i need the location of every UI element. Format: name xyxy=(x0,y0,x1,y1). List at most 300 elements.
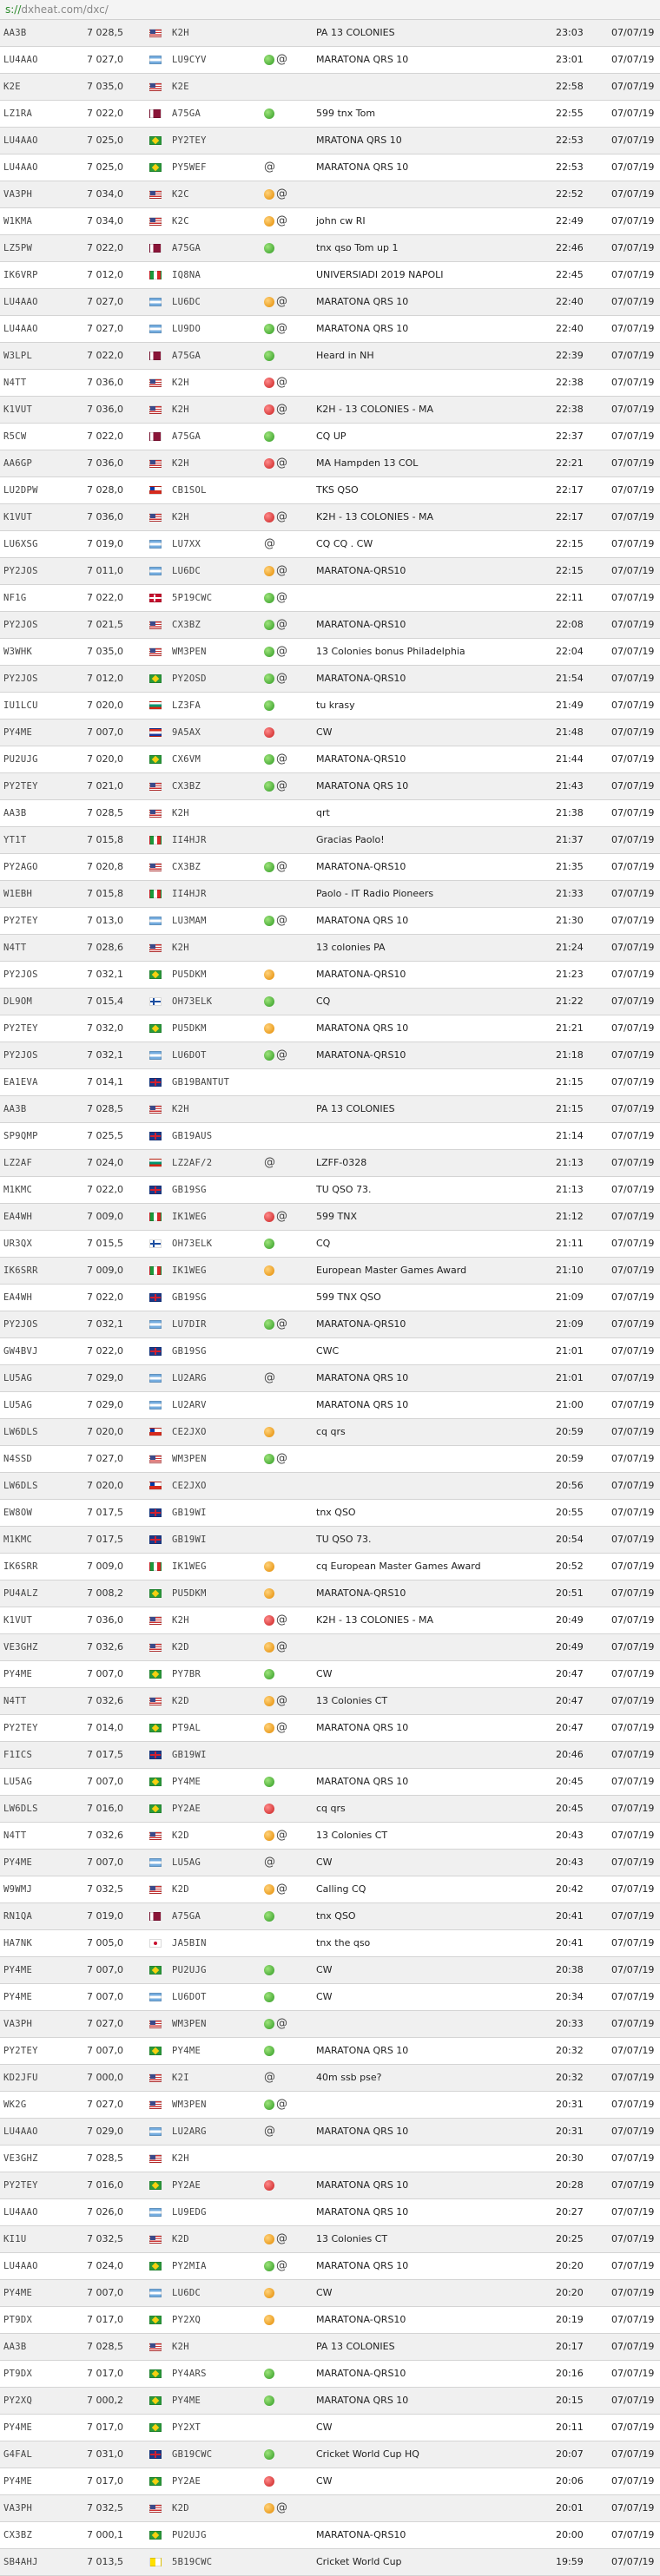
spot-row[interactable] xyxy=(0,1876,660,1903)
spot-row[interactable] xyxy=(0,827,660,854)
dx-callsign[interactable]: PY2AE xyxy=(172,2476,201,2487)
dx-callsign[interactable]: K2H xyxy=(172,1615,189,1626)
spotter-callsign[interactable]: PY4ME xyxy=(3,1965,33,1975)
spotter-callsign[interactable]: LU2DPW xyxy=(3,485,38,496)
at-email-icon[interactable]: @ xyxy=(276,779,287,792)
spotter-callsign[interactable]: PY2AGO xyxy=(3,862,38,872)
dx-callsign[interactable]: PY2AE xyxy=(172,1804,201,1814)
dx-callsign[interactable]: JA5BIN xyxy=(172,1938,207,1948)
dx-callsign[interactable]: CX3BZ xyxy=(172,620,201,630)
spot-row[interactable] xyxy=(0,2172,660,2199)
dx-callsign[interactable]: GB19WI xyxy=(172,1534,207,1545)
spotter-callsign[interactable]: DL9OM xyxy=(3,996,33,1007)
dx-callsign[interactable]: LU6DC xyxy=(172,2288,201,2298)
dx-callsign[interactable]: K2D xyxy=(172,2234,189,2244)
spot-row[interactable] xyxy=(0,289,660,316)
spotter-callsign[interactable]: PY4ME xyxy=(3,1857,33,1868)
spot-row[interactable] xyxy=(0,101,660,128)
dx-callsign[interactable]: K2C xyxy=(172,216,189,227)
spotter-callsign[interactable]: LU4AAO xyxy=(3,162,38,173)
spotter-callsign[interactable]: PY2TEY xyxy=(3,2180,38,2191)
dx-callsign[interactable]: K2D xyxy=(172,1830,189,1841)
dx-callsign[interactable]: PT9AL xyxy=(172,1723,201,1733)
spot-row[interactable] xyxy=(0,47,660,74)
spotter-callsign[interactable]: PT9DX xyxy=(3,2369,33,2379)
spotter-callsign[interactable]: K1VUT xyxy=(3,404,33,415)
spot-row[interactable] xyxy=(0,20,660,47)
spot-row[interactable] xyxy=(0,800,660,827)
at-email-icon[interactable]: @ xyxy=(276,1613,287,1626)
spot-row[interactable] xyxy=(0,1150,660,1177)
spotter-callsign[interactable]: R5CW xyxy=(3,431,27,442)
dx-callsign[interactable]: GB19BANTUT xyxy=(172,1077,230,1088)
at-email-icon[interactable]: @ xyxy=(276,1318,287,1331)
dx-callsign[interactable]: PY4ME xyxy=(172,2395,201,2406)
spotter-callsign[interactable]: KD2JFU xyxy=(3,2073,38,2083)
dx-callsign[interactable]: LU2ARG xyxy=(172,1373,207,1383)
spotter-callsign[interactable]: K2E xyxy=(3,82,21,92)
spotter-callsign[interactable]: N4TT xyxy=(3,1696,27,1706)
at-email-icon[interactable]: @ xyxy=(276,1829,287,1842)
spotter-callsign[interactable]: GW4BVJ xyxy=(3,1346,38,1357)
spot-row[interactable] xyxy=(0,2468,660,2495)
spot-row[interactable] xyxy=(0,424,660,450)
dx-callsign[interactable]: K2H xyxy=(172,458,189,469)
spot-row[interactable] xyxy=(0,2388,660,2415)
spot-row[interactable] xyxy=(0,343,660,370)
spot-row[interactable] xyxy=(0,2119,660,2146)
spotter-callsign[interactable]: RN1QA xyxy=(3,1911,33,1922)
dx-callsign[interactable]: LU9DO xyxy=(172,324,201,334)
spot-row[interactable] xyxy=(0,154,660,181)
dx-callsign[interactable]: A75GA xyxy=(172,431,201,442)
spotter-callsign[interactable]: LW6DLS xyxy=(3,1481,38,1491)
at-email-icon[interactable]: @ xyxy=(276,403,287,416)
dx-callsign[interactable]: PY2TEY xyxy=(172,135,207,146)
at-email-icon[interactable]: @ xyxy=(276,2232,287,2245)
spotter-callsign[interactable]: PY4ME xyxy=(3,2422,33,2433)
spotter-callsign[interactable]: PY2JOS xyxy=(3,1319,38,1330)
spot-row[interactable] xyxy=(0,531,660,558)
dx-callsign[interactable]: LZ3FA xyxy=(172,700,201,711)
spot-row[interactable] xyxy=(0,1204,660,1231)
dx-callsign[interactable]: PY2XQ xyxy=(172,2315,201,2325)
dx-callsign[interactable]: PY2AE xyxy=(172,2180,201,2191)
spotter-callsign[interactable]: PY4ME xyxy=(3,727,33,738)
dx-callsign[interactable]: II4HJR xyxy=(172,889,207,899)
spotter-callsign[interactable]: LU4AAO xyxy=(3,297,38,307)
spot-row[interactable] xyxy=(0,1069,660,1096)
spotter-callsign[interactable]: LU4AAO xyxy=(3,2126,38,2137)
spotter-callsign[interactable]: PY4ME xyxy=(3,2288,33,2298)
at-email-icon[interactable]: @ xyxy=(276,1640,287,1653)
dx-callsign[interactable]: K2H xyxy=(172,1104,189,1114)
at-email-icon[interactable]: @ xyxy=(276,376,287,389)
spotter-callsign[interactable]: LU4AAO xyxy=(3,55,38,65)
dx-callsign[interactable]: PU5DKM xyxy=(172,969,207,980)
spot-row[interactable] xyxy=(0,935,660,962)
spotter-callsign[interactable]: PU4ALZ xyxy=(3,1588,38,1599)
spot-row[interactable] xyxy=(0,1123,660,1150)
at-email-icon[interactable]: @ xyxy=(264,2125,275,2138)
spotter-callsign[interactable]: N4TT xyxy=(3,1830,27,1841)
spot-row[interactable] xyxy=(0,2415,660,2441)
spot-row[interactable] xyxy=(0,720,660,746)
spotter-callsign[interactable]: AA3B xyxy=(3,808,27,818)
spot-row[interactable] xyxy=(0,1473,660,1500)
spotter-callsign[interactable]: UR3QX xyxy=(3,1239,33,1249)
dx-callsign[interactable]: WM3PEN xyxy=(172,2100,207,2110)
spot-row[interactable] xyxy=(0,881,660,908)
dx-callsign[interactable]: 5B19CWC xyxy=(172,2557,213,2567)
spot-row[interactable] xyxy=(0,1850,660,1876)
spot-row[interactable] xyxy=(0,1903,660,1930)
spot-row[interactable] xyxy=(0,1742,660,1769)
dx-callsign[interactable]: GB19WI xyxy=(172,1508,207,1518)
spotter-callsign[interactable]: PY2TEY xyxy=(3,916,38,926)
at-email-icon[interactable]: @ xyxy=(276,914,287,927)
spot-row[interactable] xyxy=(0,128,660,154)
spot-row[interactable] xyxy=(0,2280,660,2307)
spot-row[interactable] xyxy=(0,585,660,612)
dx-callsign[interactable]: PY4ME xyxy=(172,1777,201,1787)
spotter-callsign[interactable]: LW6DLS xyxy=(3,1427,38,1437)
spot-row[interactable] xyxy=(0,1607,660,1634)
dx-callsign[interactable]: LZ2AF/2 xyxy=(172,1158,213,1168)
dx-callsign[interactable]: K2H xyxy=(172,378,189,388)
dx-callsign[interactable]: 5P19CWC xyxy=(172,593,213,603)
spot-row[interactable] xyxy=(0,1096,660,1123)
spotter-callsign[interactable]: N4SSD xyxy=(3,1454,33,1464)
spotter-callsign[interactable]: M1KMC xyxy=(3,1534,33,1545)
spotter-callsign[interactable]: W9WMJ xyxy=(3,1884,33,1895)
dx-callsign[interactable]: K2D xyxy=(172,1642,189,1653)
spotter-callsign[interactable]: LZ5PW xyxy=(3,243,33,253)
dx-callsign[interactable]: K2D xyxy=(172,1696,189,1706)
at-email-icon[interactable]: @ xyxy=(276,591,287,604)
spotter-callsign[interactable]: PY2TEY xyxy=(3,1023,38,1034)
dx-callsign[interactable]: GB19SG xyxy=(172,1346,207,1357)
spotter-callsign[interactable]: LZ1RA xyxy=(3,108,33,119)
dx-callsign[interactable]: LU3MAM xyxy=(172,916,207,926)
spotter-callsign[interactable]: SP9QMP xyxy=(3,1131,38,1141)
dx-callsign[interactable]: LU2ARG xyxy=(172,2126,207,2137)
spot-row[interactable] xyxy=(0,2549,660,2576)
spot-row[interactable] xyxy=(0,962,660,989)
spotter-callsign[interactable]: VE3GHZ xyxy=(3,2153,38,2164)
dx-callsign[interactable]: A75GA xyxy=(172,243,201,253)
spotter-callsign[interactable]: AA3B xyxy=(3,28,27,38)
spotter-callsign[interactable]: PY2JOS xyxy=(3,566,38,576)
at-email-icon[interactable]: @ xyxy=(264,537,275,550)
spotter-callsign[interactable]: IK6VRP xyxy=(3,270,38,280)
spot-row[interactable] xyxy=(0,1365,660,1392)
spot-row[interactable] xyxy=(0,477,660,504)
spot-row[interactable] xyxy=(0,1392,660,1419)
at-email-icon[interactable]: @ xyxy=(276,1883,287,1896)
spot-row[interactable] xyxy=(0,2334,660,2361)
spotter-callsign[interactable]: AA3B xyxy=(3,2342,27,2352)
spot-row[interactable] xyxy=(0,2199,660,2226)
dx-callsign[interactable]: A75GA xyxy=(172,1911,201,1922)
at-email-icon[interactable]: @ xyxy=(264,161,275,174)
spot-row[interactable] xyxy=(0,2522,660,2549)
at-email-icon[interactable]: @ xyxy=(276,645,287,658)
dx-callsign[interactable]: A75GA xyxy=(172,351,201,361)
spot-row[interactable] xyxy=(0,397,660,424)
spotter-callsign[interactable]: PY2TEY xyxy=(3,781,38,792)
spotter-callsign[interactable]: VA3PH xyxy=(3,189,33,200)
spot-row[interactable] xyxy=(0,1715,660,1742)
spot-row[interactable] xyxy=(0,1554,660,1580)
at-email-icon[interactable]: @ xyxy=(276,1721,287,1734)
spot-row[interactable] xyxy=(0,1661,660,1688)
spotter-callsign[interactable]: W3WHK xyxy=(3,647,33,657)
spot-row[interactable] xyxy=(0,1769,660,1796)
spotter-callsign[interactable]: VA3PH xyxy=(3,2019,33,2029)
spotter-callsign[interactable]: KI1U xyxy=(3,2234,27,2244)
at-email-icon[interactable]: @ xyxy=(276,1048,287,1061)
spot-row[interactable] xyxy=(0,558,660,585)
at-email-icon[interactable]: @ xyxy=(264,1856,275,1869)
dx-callsign[interactable]: LU6DOT xyxy=(172,1992,207,2002)
dx-callsign[interactable]: K2H xyxy=(172,2342,189,2352)
dx-callsign[interactable]: K2H xyxy=(172,404,189,415)
at-email-icon[interactable]: @ xyxy=(276,564,287,577)
spotter-callsign[interactable]: EA4WH xyxy=(3,1292,33,1303)
spot-row[interactable] xyxy=(0,1446,660,1473)
spot-row[interactable] xyxy=(0,1338,660,1365)
spot-row[interactable] xyxy=(0,2307,660,2334)
at-email-icon[interactable]: @ xyxy=(276,2259,287,2272)
spot-row[interactable] xyxy=(0,316,660,343)
spotter-callsign[interactable]: IK6SRR xyxy=(3,1561,38,1572)
spotter-callsign[interactable]: LZ2AF xyxy=(3,1158,33,1168)
spotter-callsign[interactable]: LW6DLS xyxy=(3,1804,38,1814)
spotter-callsign[interactable]: PY4ME xyxy=(3,1992,33,2002)
at-email-icon[interactable]: @ xyxy=(276,2098,287,2111)
dx-callsign[interactable]: K2H xyxy=(172,2153,189,2164)
dx-callsign[interactable]: WM3PEN xyxy=(172,2019,207,2029)
spot-row[interactable] xyxy=(0,2441,660,2468)
spotter-callsign[interactable]: PY2XQ xyxy=(3,2395,33,2406)
spot-row[interactable] xyxy=(0,2226,660,2253)
spotter-callsign[interactable]: VE3GHZ xyxy=(3,1642,38,1653)
spot-row[interactable] xyxy=(0,2038,660,2065)
spot-row[interactable] xyxy=(0,2146,660,2172)
spot-row[interactable] xyxy=(0,1688,660,1715)
dx-callsign[interactable]: K2H xyxy=(172,943,189,953)
at-email-icon[interactable]: @ xyxy=(276,860,287,873)
spot-row[interactable] xyxy=(0,666,660,693)
spotter-callsign[interactable]: IU1LCU xyxy=(3,700,38,711)
dx-callsign[interactable]: K2D xyxy=(172,2503,189,2514)
dx-callsign[interactable]: PY4ARS xyxy=(172,2369,207,2379)
spot-row[interactable] xyxy=(0,2495,660,2522)
spotter-callsign[interactable]: PU2UJG xyxy=(3,754,38,765)
dx-callsign[interactable]: PU2UJG xyxy=(172,1965,207,1975)
spot-row[interactable] xyxy=(0,2361,660,2388)
spotter-callsign[interactable]: LU5AG xyxy=(3,1373,33,1383)
dx-callsign[interactable]: PY2MIA xyxy=(172,2261,207,2271)
spotter-callsign[interactable]: AA6GP xyxy=(3,458,33,469)
at-email-icon[interactable]: @ xyxy=(276,2017,287,2030)
spotter-callsign[interactable]: F1ICS xyxy=(3,1750,33,1760)
spotter-callsign[interactable]: AA3B xyxy=(3,1104,27,1114)
dx-callsign[interactable]: K2H xyxy=(172,28,189,38)
spotter-callsign[interactable]: EA1EVA xyxy=(3,1077,38,1088)
spotter-callsign[interactable]: W1KMA xyxy=(3,216,33,227)
spot-row[interactable] xyxy=(0,1527,660,1554)
at-email-icon[interactable]: @ xyxy=(276,510,287,523)
dx-callsign[interactable]: PU5DKM xyxy=(172,1023,207,1034)
spotter-callsign[interactable]: PY2JOS xyxy=(3,969,38,980)
spotter-callsign[interactable]: EA4WH xyxy=(3,1212,33,1222)
spotter-callsign[interactable]: K1VUT xyxy=(3,512,33,522)
dx-callsign[interactable]: PU5DKM xyxy=(172,1588,207,1599)
at-email-icon[interactable]: @ xyxy=(264,1371,275,1384)
dx-callsign[interactable]: LU9EDG xyxy=(172,2207,207,2218)
at-email-icon[interactable]: @ xyxy=(264,1156,275,1169)
spot-row[interactable] xyxy=(0,693,660,720)
dx-callsign[interactable]: IK1WEG xyxy=(172,1561,207,1572)
dx-callsign[interactable]: PY5WEF xyxy=(172,162,207,173)
dx-callsign[interactable]: PY2XT xyxy=(172,2422,201,2433)
dx-callsign[interactable]: PU2UJG xyxy=(172,2530,207,2540)
dx-callsign[interactable]: 9A5AX xyxy=(172,727,201,738)
dx-callsign[interactable]: LU6DOT xyxy=(172,1050,207,1061)
dx-callsign[interactable]: CX6VM xyxy=(172,754,201,765)
dx-callsign[interactable]: K2H xyxy=(172,808,189,818)
spot-row[interactable] xyxy=(0,235,660,262)
dx-callsign[interactable]: CX3BZ xyxy=(172,781,201,792)
dx-callsign[interactable]: LU7DIR xyxy=(172,1319,207,1330)
spot-row[interactable] xyxy=(0,1796,660,1823)
spotter-callsign[interactable]: LU5AG xyxy=(3,1777,33,1787)
dx-callsign[interactable]: IQ8NA xyxy=(172,270,201,280)
spot-row[interactable] xyxy=(0,908,660,935)
spot-row[interactable] xyxy=(0,1311,660,1338)
spot-row[interactable] xyxy=(0,1177,660,1204)
spot-row[interactable] xyxy=(0,1500,660,1527)
spotter-callsign[interactable]: SB4AHJ xyxy=(3,2557,38,2567)
spotter-callsign[interactable]: LU5AG xyxy=(3,1400,33,1410)
spotter-callsign[interactable]: PY2JOS xyxy=(3,620,38,630)
dx-callsign[interactable]: GB19AUS xyxy=(172,1131,213,1141)
spotter-callsign[interactable]: PY4ME xyxy=(3,2476,33,2487)
spotter-callsign[interactable]: CX3BZ xyxy=(3,2530,33,2540)
dx-callsign[interactable]: LU7XX xyxy=(172,539,201,549)
spotter-callsign[interactable]: PY2JOS xyxy=(3,1050,38,1061)
dx-callsign[interactable]: LU5AG xyxy=(172,1857,201,1868)
dx-callsign[interactable]: WM3PEN xyxy=(172,647,207,657)
spotter-callsign[interactable]: PY4ME xyxy=(3,1669,33,1679)
dx-callsign[interactable]: OH73ELK xyxy=(172,996,213,1007)
spotter-callsign[interactable]: LU4AAO xyxy=(3,324,38,334)
spotter-callsign[interactable]: HA7NK xyxy=(3,1938,33,1948)
spotter-callsign[interactable]: G4FAL xyxy=(3,2449,33,2460)
dx-callsign[interactable]: CE2JXO xyxy=(172,1427,207,1437)
spot-row[interactable] xyxy=(0,2065,660,2092)
spotter-callsign[interactable]: LU4AAO xyxy=(3,2207,38,2218)
at-email-icon[interactable]: @ xyxy=(276,1452,287,1465)
at-email-icon[interactable]: @ xyxy=(276,1694,287,1707)
at-email-icon[interactable]: @ xyxy=(276,2501,287,2514)
spotter-callsign[interactable]: N4TT xyxy=(3,943,27,953)
dx-callsign[interactable]: GB19CWC xyxy=(172,2449,213,2460)
spot-row[interactable] xyxy=(0,450,660,477)
spot-row[interactable] xyxy=(0,854,660,881)
spot-row[interactable] xyxy=(0,746,660,773)
at-email-icon[interactable]: @ xyxy=(276,752,287,766)
dx-callsign[interactable]: PY2OSD xyxy=(172,674,207,684)
address-bar[interactable] xyxy=(0,0,660,20)
dx-callsign[interactable]: K2C xyxy=(172,189,189,200)
spotter-callsign[interactable]: W1EBH xyxy=(3,889,33,899)
spot-row[interactable] xyxy=(0,74,660,101)
dx-callsign[interactable]: PY7BR xyxy=(172,1669,201,1679)
dx-callsign[interactable]: GB19WI xyxy=(172,1750,207,1760)
at-email-icon[interactable]: @ xyxy=(276,618,287,631)
spotter-callsign[interactable]: WK2G xyxy=(3,2100,27,2110)
spotter-callsign[interactable]: PY2TEY xyxy=(3,1723,38,1733)
dx-callsign[interactable]: CB1SOL xyxy=(172,485,207,496)
spotter-callsign[interactable]: K1VUT xyxy=(3,1615,33,1626)
at-email-icon[interactable]: @ xyxy=(276,1210,287,1223)
at-email-icon[interactable]: @ xyxy=(276,457,287,470)
spot-row[interactable] xyxy=(0,504,660,531)
spotter-callsign[interactable]: VA3PH xyxy=(3,2503,33,2514)
dx-callsign[interactable]: K2E xyxy=(172,82,189,92)
spotter-callsign[interactable]: LU4AAO xyxy=(3,2261,38,2271)
dx-callsign[interactable]: LU2ARV xyxy=(172,1400,207,1410)
spotter-callsign[interactable]: M1KMC xyxy=(3,1185,33,1195)
dx-callsign[interactable]: LU6DC xyxy=(172,297,201,307)
spotter-callsign[interactable]: LU6XSG xyxy=(3,539,38,549)
spot-row[interactable] xyxy=(0,1231,660,1258)
spot-row[interactable] xyxy=(0,1930,660,1957)
spot-row[interactable] xyxy=(0,2011,660,2038)
spotter-callsign[interactable]: PT9DX xyxy=(3,2315,33,2325)
dx-callsign[interactable]: K2D xyxy=(172,1884,189,1895)
spotter-callsign[interactable]: IK6SRR xyxy=(3,1265,38,1276)
spotter-callsign[interactable]: EW8OW xyxy=(3,1508,33,1518)
spot-row[interactable] xyxy=(0,2092,660,2119)
dx-callsign[interactable]: IK1WEG xyxy=(172,1212,207,1222)
spot-row[interactable] xyxy=(0,1634,660,1661)
dx-callsign[interactable]: LU9CYV xyxy=(172,55,207,65)
at-email-icon[interactable]: @ xyxy=(276,53,287,66)
spotter-callsign[interactable]: N4TT xyxy=(3,378,27,388)
dx-callsign[interactable]: OH73ELK xyxy=(172,1239,213,1249)
at-email-icon[interactable]: @ xyxy=(276,214,287,227)
spot-row[interactable] xyxy=(0,1984,660,2011)
spot-row[interactable] xyxy=(0,989,660,1015)
at-email-icon[interactable]: @ xyxy=(264,2071,275,2084)
spotter-callsign[interactable]: NF1G xyxy=(3,593,27,603)
spotter-callsign[interactable]: YT1T xyxy=(3,835,27,845)
spot-row[interactable] xyxy=(0,1419,660,1446)
dx-callsign[interactable]: IK1WEG xyxy=(172,1265,207,1276)
dx-callsign[interactable]: II4HJR xyxy=(172,835,207,845)
spot-row[interactable] xyxy=(0,1015,660,1042)
dx-callsign[interactable]: K2I xyxy=(172,2073,189,2083)
spot-row[interactable] xyxy=(0,1285,660,1311)
spotter-callsign[interactable]: PY2TEY xyxy=(3,2046,38,2056)
spot-row[interactable] xyxy=(0,639,660,666)
spot-row[interactable] xyxy=(0,208,660,235)
dx-callsign[interactable]: A75GA xyxy=(172,108,201,119)
